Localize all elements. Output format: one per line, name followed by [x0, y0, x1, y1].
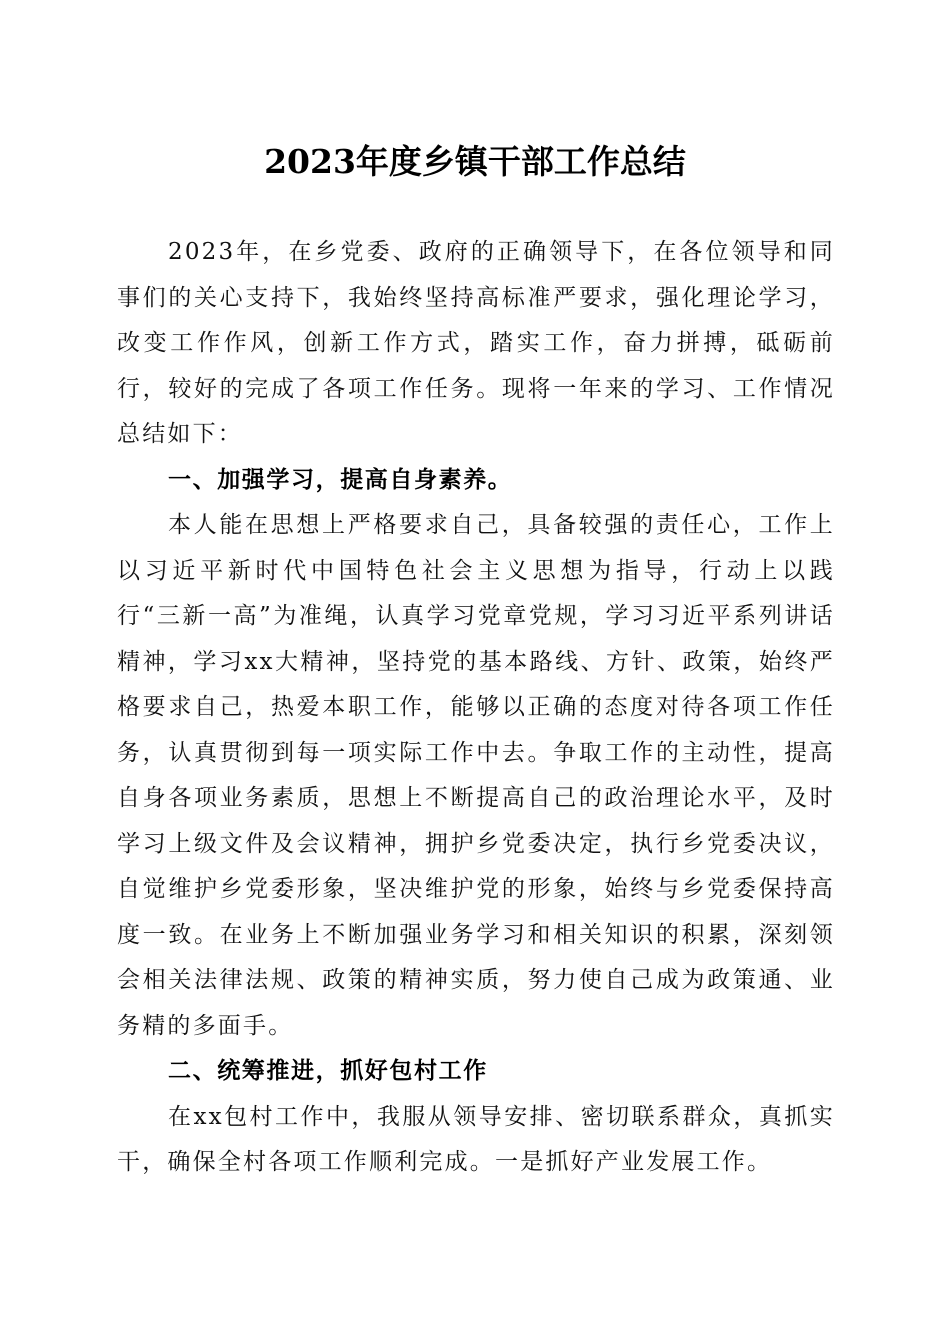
section-paragraph-village-work: 在xx包村工作中，我服从领导安排、密切联系群众，真抓实干，确保全村各项工作顺利完成。一是抓好产业发展工作。 — [117, 1103, 835, 1175]
section-paragraph-study: 本人能在思想上严格要求自己，具备较强的责任心，工作上以习近平新时代中国特色社会主义思想为指导，行动上以践行“三新一高”为准绳，认真学习党章党规，学习习近平系列讲话精神，学习xx大精神，坚持党的基本路线、方针、政策，始终严格要求自己，热爱本职工作，能够以正确的态度对待各项工作任务，认真贯彻到每一项实际工作中去。争取工作的主动性，提高自身各项业务素质，思想上不断提高自己的政治理论水平，及时学习上级文件及会议精神，拥护乡党委决定，执行乡党委决议，自觉维护乡党委形象，坚决维护党的形象，始终与乡党委保持高度一致。在业务上不断加强业务学习和相关知识的积累，深刻领会相关法律法规、政策的精神实质，努力使自己成为政策通、业务精的多面手。 — [117, 512, 835, 1039]
document-title: 2023年度乡镇干部工作总结 — [264, 142, 686, 181]
intro-paragraph: 2023年，在乡党委、政府的正确领导下，在各位领导和同事们的关心支持下，我始终坚持高标准严要求，强化理论学习，改变工作作风，创新工作方式，踏实工作，奋力拼搏，砥砺前行，较好的完成了各项工作任务。现将一年来的学习、工作情况总结如下： — [117, 239, 835, 447]
document-body — [117, 230, 835, 1186]
section-heading-village-work: 二、统筹推进，抓好包村工作 — [168, 1058, 488, 1084]
section-heading-study: 一、加强学习，提高自身素养。 — [168, 466, 513, 493]
